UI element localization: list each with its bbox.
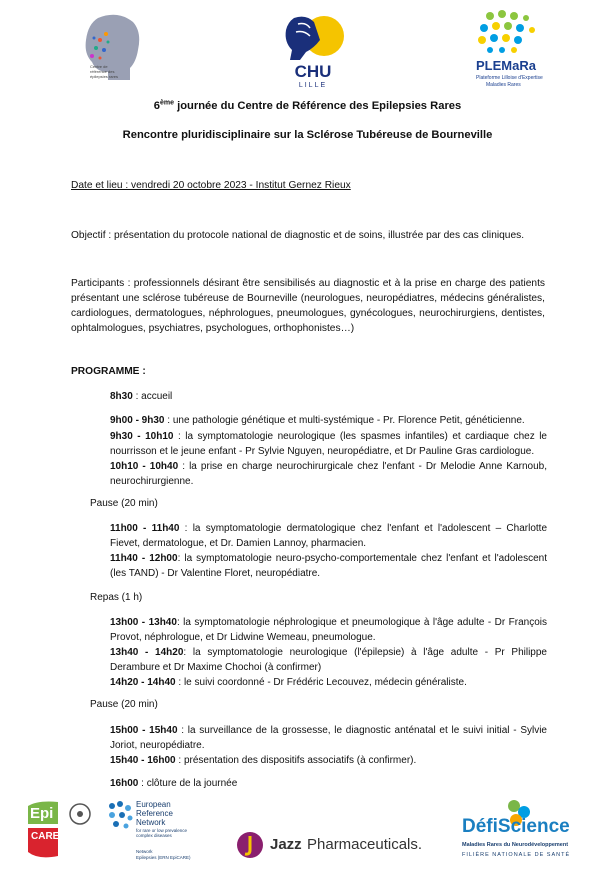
programme-label: PROGRAMME : <box>71 366 146 377</box>
ern-line3: Network <box>136 818 166 827</box>
defiscience-logo <box>458 798 604 862</box>
plemara-line2: Maladies Rares <box>486 82 521 88</box>
ern-line5: complex diseases <box>136 833 172 838</box>
programme-item: 13h00 - 13h40: la symptomatologie néphrologique et pneumologique à l'âge adulte - Dr François Provot, néphrologue, et Dr Lidwine Wemeau, pneumologue. <box>110 617 547 643</box>
programme-item: 11h00 - 11h40 : la symptomatologie dermatologique chez l'enfant et l'adolescent – Charlotte Fievet, dermatologue, et Dr. Damien Lannoy, pharmacien. <box>110 523 548 549</box>
chu-logo <box>276 12 350 92</box>
meal-label: Repas (1 h) <box>90 592 143 603</box>
dots-icon <box>470 8 550 58</box>
objectif: Objectif : présentation du protocole national de diagnostic et de soins, illustrée par des cas cliniques. <box>71 230 525 241</box>
epicare-logo <box>18 798 104 862</box>
jazz-name1: Jazz <box>270 836 302 853</box>
programme-item: 11h40 - 12h00: la symptomatologie neuro-psycho-comportementale chez l'enfant et l'adolescent (les TAND) - Dr Valentine Floret, neuropédiatre. <box>110 553 548 579</box>
ern-logo <box>106 800 216 862</box>
page-subtitle: Rencontre pluridisciplinaire sur la Sclérose Tubéreuse de Bourneville <box>122 129 493 141</box>
crep-logo <box>78 10 146 90</box>
programme-item: 14h20 - 14h40 : le suivi coordonné - Dr Frédéric Lecouvez, médecin généraliste. <box>110 677 467 688</box>
chu-city: LILLE <box>298 82 328 89</box>
ern-line1: European <box>136 800 171 809</box>
participants: Participants : professionnels désirant être sensibilisés au diagnostic et à la prise en charge des patients présentant une sclérose tubéreuse de Bourneville (neurologues, neuropédiatres, médecins généralistes, cardiologues, dermatologues, néphrologues, pneumologues, gynécologues, neurochirurgiens, dentistes, ophtalmologues, psychiatres, psychologues, orthophonistes…) <box>71 278 545 334</box>
pause-label: Pause (20 min) <box>90 498 158 509</box>
programme-item: 9h30 - 10h10 : la symptomatologie neurologique (les spasmes infantiles) et cardiaque chez le nourrisson et le jeune enfant - Pr Sylvie Nguyen, neuropédiatre, et Dr Pauline Gras cardiologue. <box>110 431 547 457</box>
programme-item: 15h00 - 15h40 : la surveillance de la grossesse, le diagnostic anténatal et le suivi initial - Sylvie Joriot, neuropédiatre. <box>110 725 547 751</box>
defiscience-line1: Maladies Rares du Neurodéveloppement <box>462 842 569 848</box>
title-rest: journée du Centre de Référence des Epilepsies Rares <box>173 100 462 112</box>
title-sup: ème <box>159 99 174 107</box>
programme-item: 15h40 - 16h00 : présentation des dispositifs associatifs (à confirmer). <box>110 755 417 766</box>
chu-emblem-icon <box>276 12 350 62</box>
plemara-name: PLEMaRa <box>476 58 536 73</box>
ern-line6: Network <box>136 849 153 854</box>
ern-dots-icon <box>106 800 134 830</box>
chu-name: CHU <box>294 62 332 81</box>
programme-item: 10h10 - 10h40 : la prise en charge neurochirurgicale chez l'enfant - Dr Melodie Anne Karnoub, neurochirurgienne. <box>110 461 547 487</box>
crep-text: Centre de référence des épilepsies rares <box>90 64 119 79</box>
ern-line7: Epilepsies (ERN EpiCARE) <box>136 855 191 860</box>
programme-item: 13h40 - 14h20: la symptomatologie neurologique (l'épilepsie) à l'âge adulte - Pr Philippe Derambure et Dr Maxime Chochoi (à confirmer) <box>110 647 547 673</box>
defiscience-name: DéfiScience <box>462 816 570 837</box>
page-title <box>0 100 615 112</box>
epicare-name1: Epi <box>30 805 54 822</box>
epicare-name2: CARE <box>31 831 60 842</box>
date-line: Date et lieu : vendredi 20 octobre 2023 - Institut Gernez Rieux <box>71 180 351 191</box>
programme-item: 8h30 : accueil <box>110 391 173 402</box>
programme-item: 16h00 : clôture de la journée <box>110 778 238 789</box>
defiscience-line2: FILIÈRE NATIONALE DE SANTÉ <box>462 852 571 858</box>
programme-item: 9h00 - 9h30 : une pathologie génétique et multi-systémique - Pr. Florence Petit, généticienne. <box>110 415 525 426</box>
ern-line4: for rare or low prevalence <box>136 828 188 833</box>
plemara-line1: Plateforme Lilloise d'Expertise <box>476 75 543 81</box>
pause-label: Pause (20 min) <box>90 699 158 710</box>
jazz-emblem-icon <box>236 830 264 860</box>
ern-line2: Reference <box>136 809 173 818</box>
plemara-logo <box>470 8 550 92</box>
jazz-name2: Pharmaceuticals. <box>307 836 423 853</box>
title-number: 6 <box>153 100 160 112</box>
jazz-logo <box>236 830 436 864</box>
